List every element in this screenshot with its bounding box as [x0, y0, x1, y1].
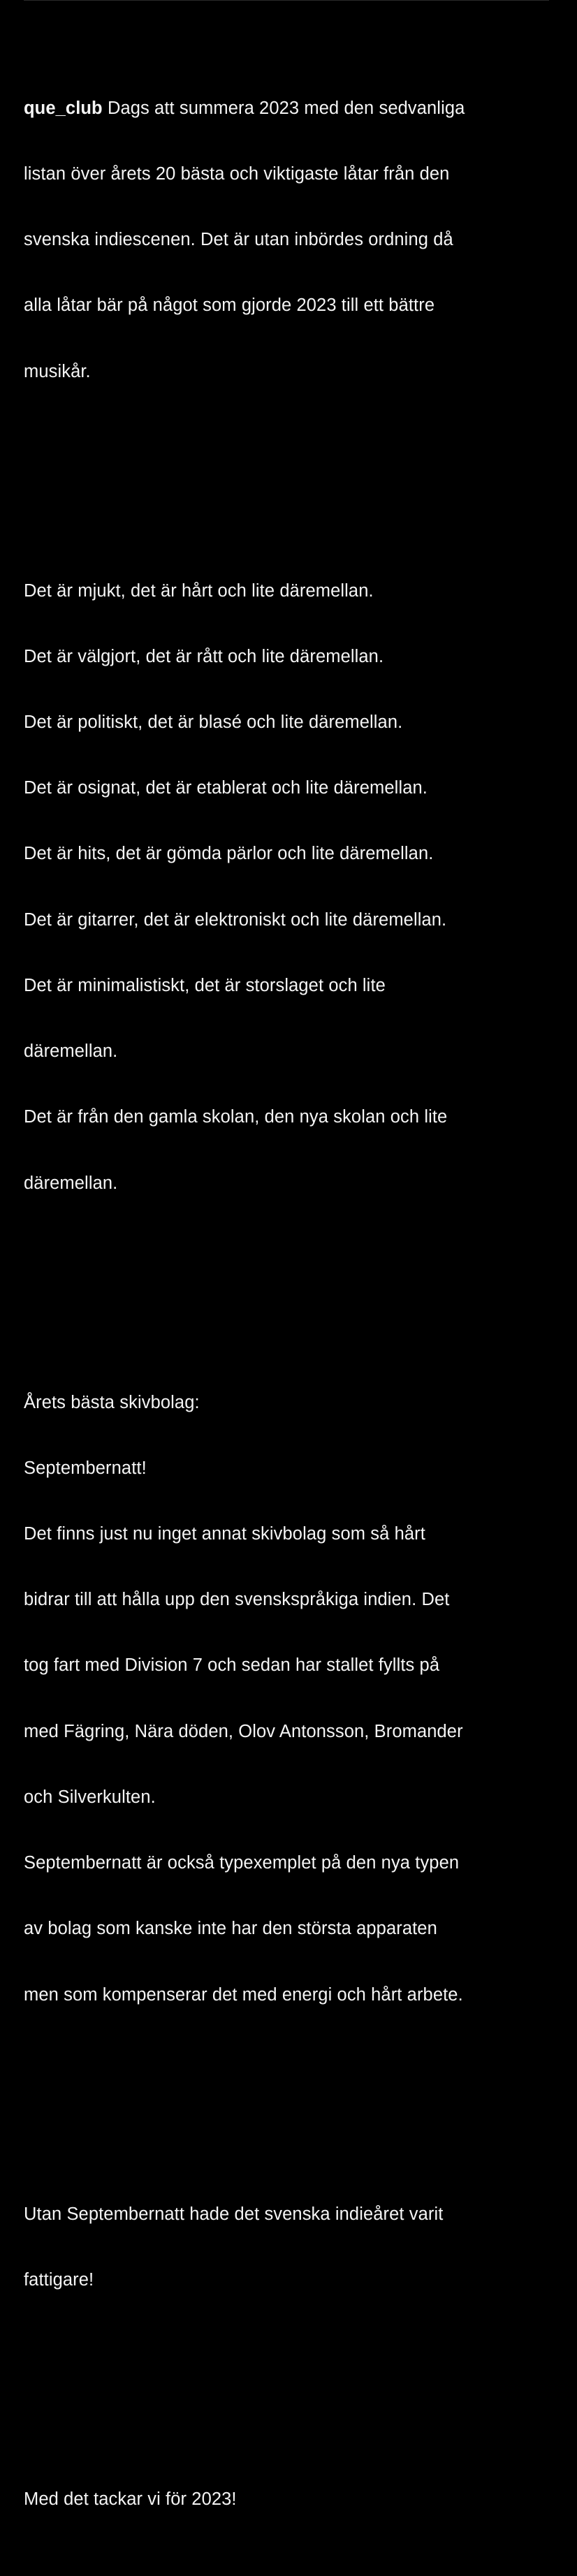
- caption-line: listan över årets 20 bästa och viktigaste låtar från den: [24, 163, 450, 184]
- caption-line: alla låtar bär på något som gjorde 2023 till ett bättre: [24, 295, 435, 316]
- post-caption: [24, 10, 562, 2576]
- paragraph-gap: [24, 2094, 562, 2116]
- caption-line: Med det tackar vi för 2023!: [24, 2489, 237, 2509]
- caption-line: Septembernatt!: [24, 1458, 147, 1478]
- caption-line: Septembernatt är också typexemplet på den nya typen: [24, 1853, 460, 1873]
- caption-line: Det är minimalistiskt, det är storslaget och lite: [24, 975, 386, 995]
- caption-paragraph-5: [24, 2445, 562, 2554]
- paragraph-gap: [24, 2379, 562, 2401]
- caption-paragraph-2: [24, 536, 562, 1238]
- username-link[interactable]: que_club: [24, 98, 103, 118]
- caption-line: Det är osignat, det är etablerat och lite däremellan.: [24, 778, 428, 798]
- paragraph-gap: [24, 1282, 562, 1304]
- caption-line: Det finns just nu inget annat skivbolag som så hårt: [24, 1524, 425, 1544]
- caption-line: Det är politiskt, det är blasé och lite däremellan.: [24, 712, 403, 732]
- caption-line: av bolag som kanske inte har den största apparaten: [24, 1919, 437, 1939]
- caption-line: bidrar till att hålla upp den svenskspråkiga indien. Det: [24, 1590, 450, 1610]
- caption-line: svenska indiescenen. Det är utan inbördes ordning då: [24, 230, 453, 250]
- caption-line: musikår.: [24, 361, 91, 381]
- paragraph-gap: [24, 471, 562, 492]
- caption-line: däremellan.: [24, 1041, 118, 1062]
- caption-paragraph-1: [24, 54, 562, 427]
- caption-line: Det är gitarrer, det är elektroniskt och lite däremellan.: [24, 909, 447, 930]
- caption-line: Det är hits, det är gömda pärlor och lite däremellan.: [24, 844, 434, 864]
- caption-line: tog fart med Division 7 och sedan har stallet fyllts på: [24, 1655, 440, 1676]
- caption-line: Det är välgjort, det är rått och lite däremellan.: [24, 646, 384, 666]
- divider: [24, 0, 549, 2]
- caption-line: däremellan.: [24, 1173, 118, 1193]
- caption-line: med Fägring, Nära döden, Olov Antonsson, Bromander: [24, 1721, 463, 1741]
- caption-line: Årets bästa skivbolag:: [24, 1392, 200, 1412]
- caption-line: och Silverkulten.: [24, 1787, 156, 1807]
- caption-line: [24, 98, 562, 119]
- caption-paragraph-4: [24, 2160, 562, 2335]
- caption-line: Det är från den gamla skolan, den nya skolan och lite: [24, 1107, 448, 1127]
- caption-line: fattigare!: [24, 2269, 94, 2290]
- caption-line: Det är mjukt, det är hårt och lite däremellan.: [24, 580, 374, 601]
- caption-line: men som kompenserar det med energi och hårt arbete.: [24, 1984, 463, 2005]
- caption-line: Utan Septembernatt hade det svenska indieåret varit: [24, 2204, 444, 2224]
- caption-paragraph-3: [24, 1348, 562, 2050]
- caption-text: Dags att summera 2023 med den sedvanliga: [107, 98, 465, 118]
